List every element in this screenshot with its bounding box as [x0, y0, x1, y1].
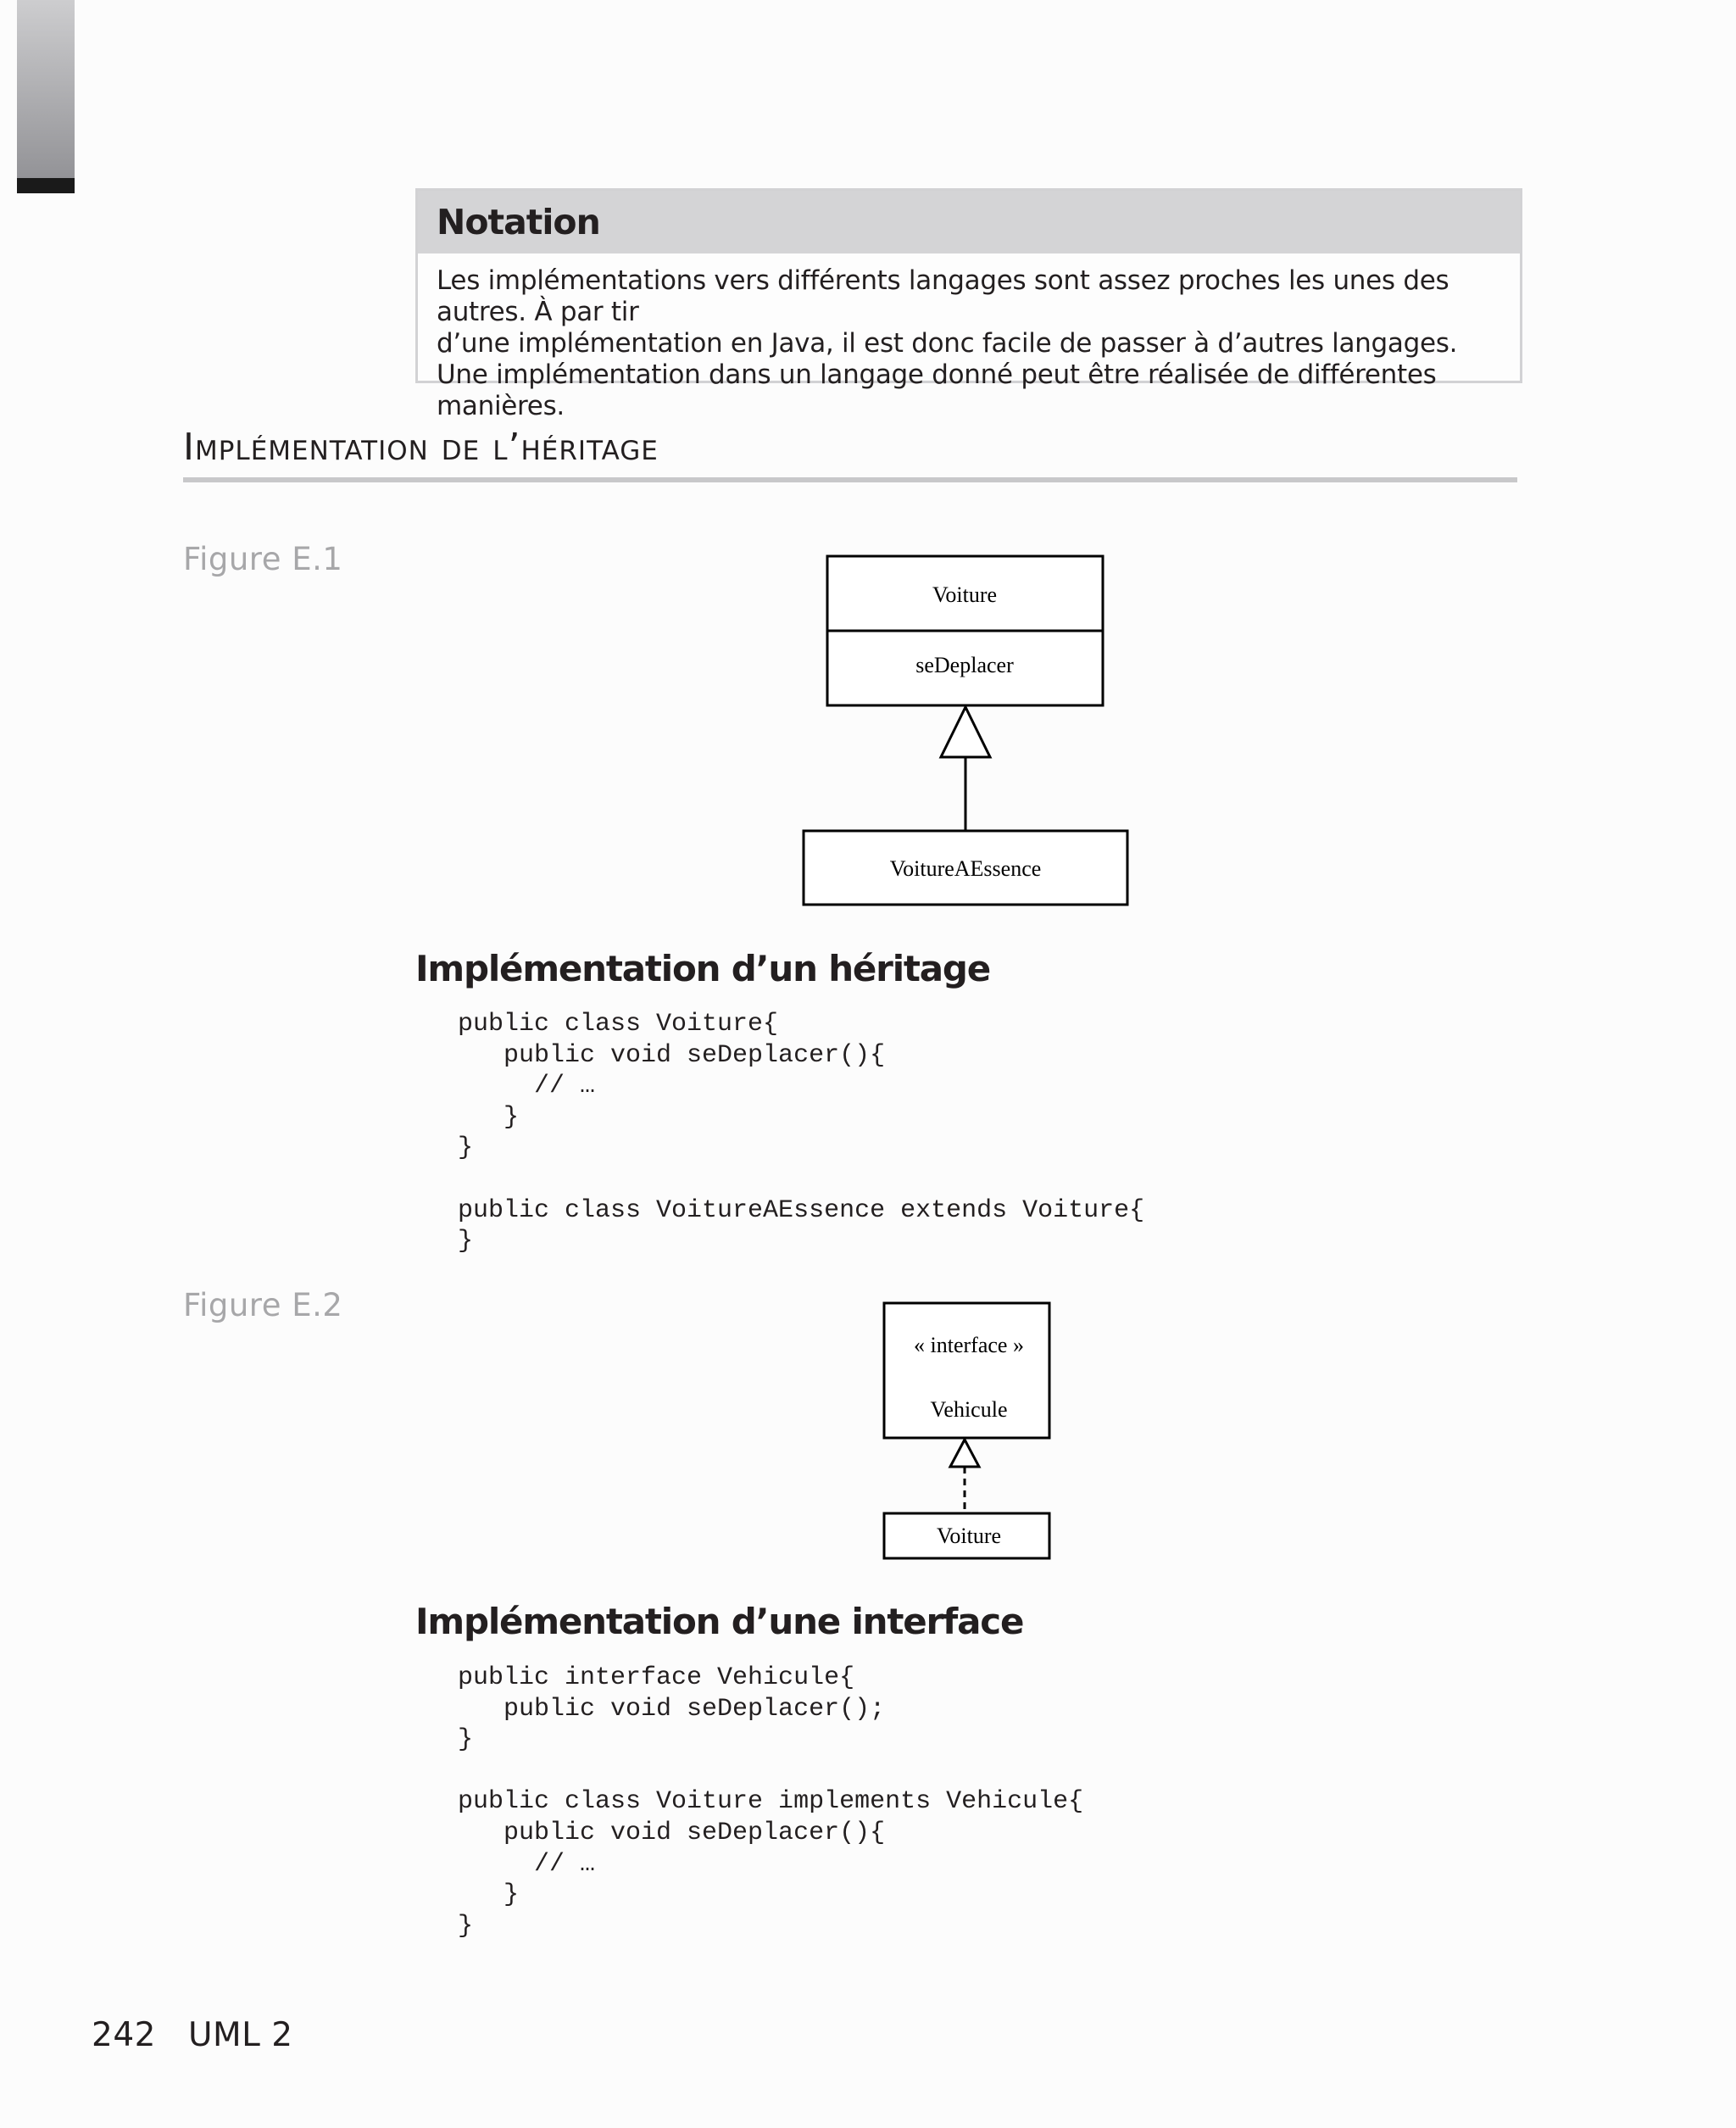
- interface-stereotype: « interface »: [914, 1333, 1024, 1357]
- notation-line: Une implémentation dans un langage donné peut être réalisée de différentes manières.: [437, 359, 1437, 421]
- method-sedeplacer: seDeplacer: [915, 653, 1014, 677]
- notation-body: [418, 253, 1520, 422]
- interface-code: public interface Vehicule{ public void seDeplacer(); } public class Voiture implements Vehicule{ public void seDeplacer(){ // … } }: [458, 1663, 1084, 1941]
- notation-title: Notation: [418, 191, 1520, 253]
- figure-label-e2: Figure E.2: [183, 1287, 343, 1323]
- interface-title: Implémentation d’une interface: [415, 1601, 1024, 1642]
- heritage-code: public class Voiture{ public void seDeplacer(){ // … } } public class VoitureAEssence extends Voiture{ }: [458, 1010, 1145, 1256]
- generalization-arrowhead: [941, 707, 990, 757]
- page-footer: [92, 2016, 326, 2054]
- notation-line: Les implémentations vers différents langages sont assez proches les unes des autres. À par tir: [437, 265, 1449, 327]
- class-name-voiture: Voiture: [932, 582, 998, 607]
- notation-line: d’une implémentation en Java, il est donc facile de passer à d’autres langages.: [437, 328, 1458, 359]
- section-title: Implémentation de l’héritage: [183, 426, 659, 469]
- figure-label-e1: Figure E.1: [183, 541, 343, 577]
- uml-inheritance-diagram: [797, 551, 1136, 911]
- page-number: 242: [92, 2016, 156, 2054]
- interface-name-vehicule: Vehicule: [930, 1397, 1008, 1422]
- class-name-voitureaessence: VoitureAEssence: [889, 856, 1042, 881]
- notation-box: [415, 188, 1522, 421]
- heritage-title: Implémentation d’un héritage: [415, 948, 991, 989]
- book-title: UML 2: [187, 2016, 293, 2054]
- chapter-thumb-tab: [17, 0, 75, 193]
- uml-interface-diagram: [873, 1297, 1060, 1564]
- class-name-voiture-impl: Voiture: [936, 1523, 1002, 1548]
- section-rule: [183, 477, 1517, 482]
- realization-arrowhead: [950, 1440, 979, 1467]
